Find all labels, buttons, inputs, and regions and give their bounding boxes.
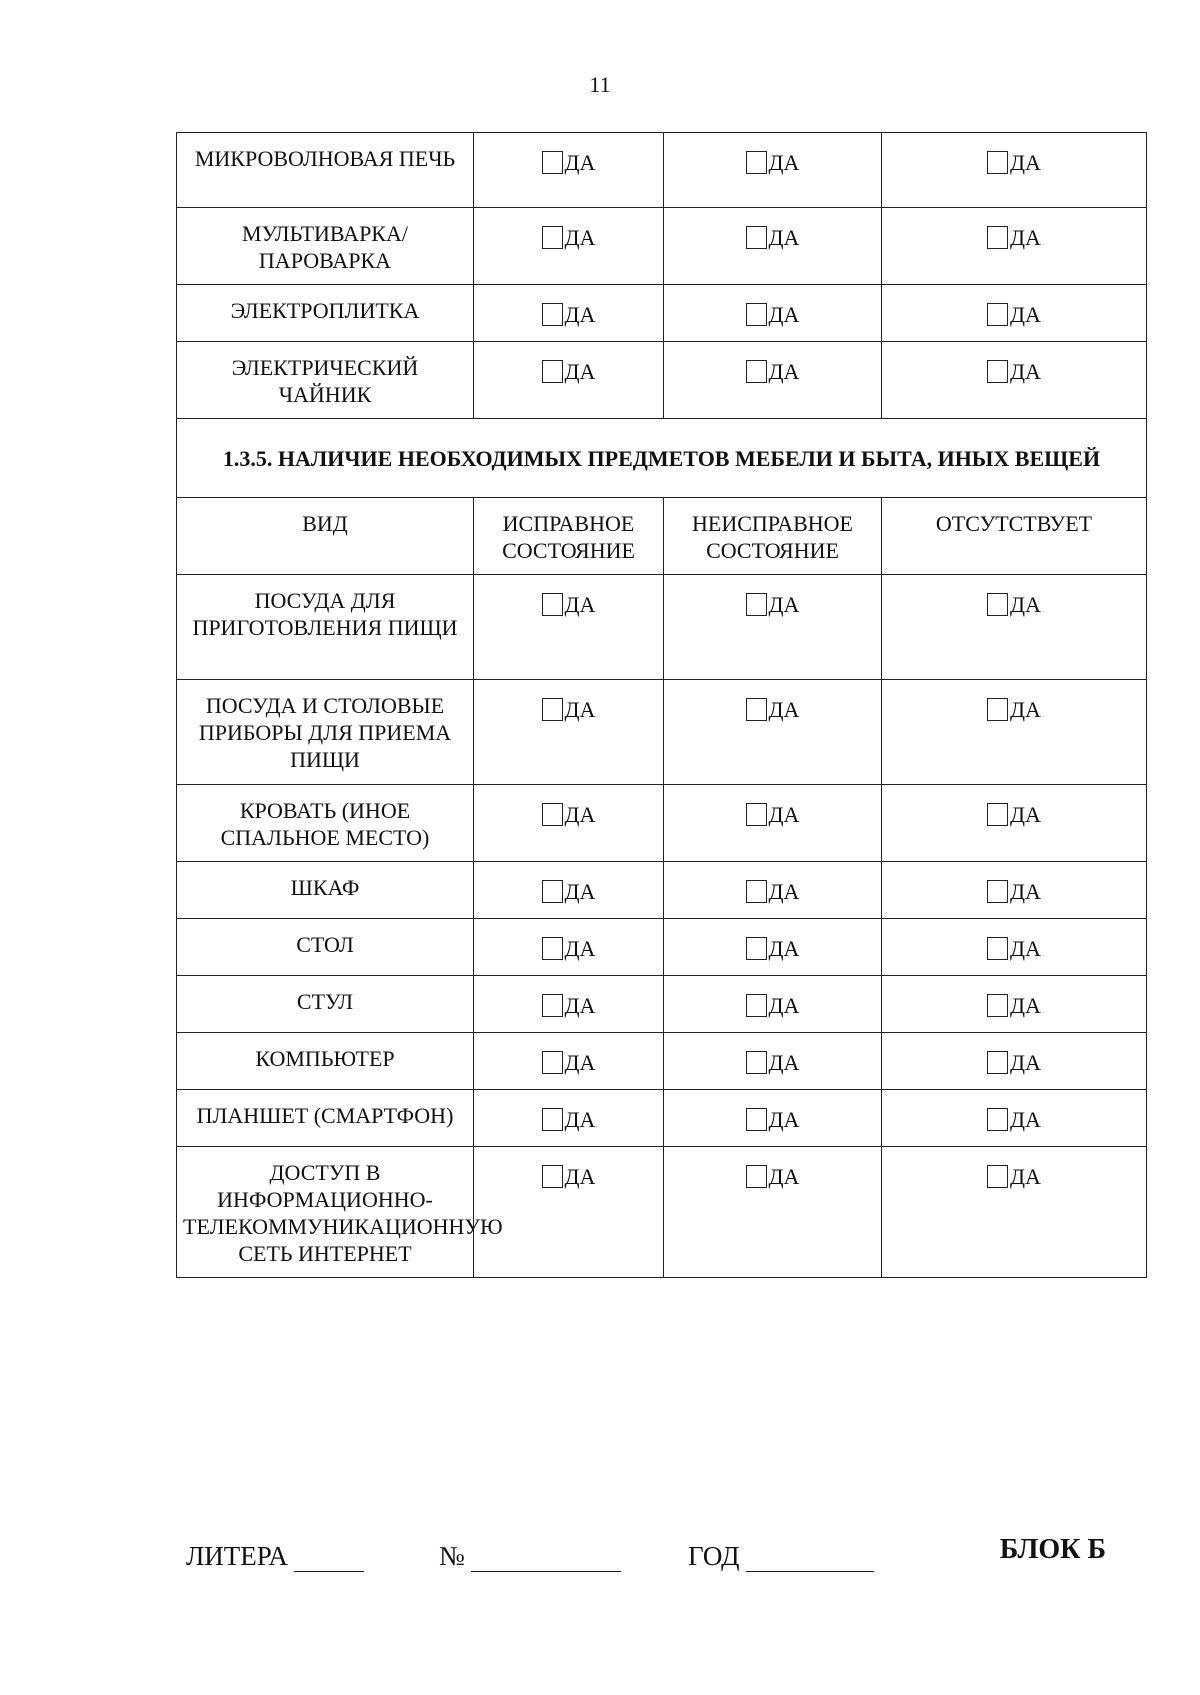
option-label: ДА <box>1010 592 1041 617</box>
checkbox[interactable] <box>987 360 1008 383</box>
checkbox[interactable] <box>542 593 563 616</box>
option-working[interactable] <box>542 801 596 828</box>
item-name: ШКАФ <box>177 862 474 919</box>
document-footer <box>186 1532 1106 1572</box>
litera-label: ЛИТЕРА <box>186 1541 288 1571</box>
checkbox[interactable] <box>542 880 563 903</box>
table-row <box>177 976 1147 1033</box>
checkbox[interactable] <box>987 1165 1008 1188</box>
option-working[interactable] <box>542 301 596 328</box>
column-header-absent: ОТСУТСТВУЕТ <box>882 498 1147 575</box>
item-name: МИКРОВОЛНОВАЯ ПЕЧЬ <box>177 133 474 208</box>
option-label: ДА <box>1010 225 1041 250</box>
checkbox[interactable] <box>542 1051 563 1074</box>
option-label: ДА <box>768 802 800 827</box>
option-label: ДА <box>564 1107 596 1132</box>
option-broken[interactable] <box>746 224 800 251</box>
option-absent[interactable] <box>987 1106 1041 1133</box>
checkbox[interactable] <box>987 994 1008 1017</box>
option-label: ДА <box>768 697 800 722</box>
checkbox[interactable] <box>746 360 767 383</box>
item-name: КОМПЬЮТЕР <box>177 1033 474 1090</box>
table-row <box>177 1033 1147 1090</box>
checkbox[interactable] <box>542 994 563 1017</box>
option-label: ДА <box>1010 150 1041 175</box>
option-broken[interactable] <box>746 935 800 962</box>
section-title: 1.3.5. НАЛИЧИЕ НЕОБХОДИМЫХ ПРЕДМЕТОВ МЕБЕЛИ И БЫТА, ИНЫХ ВЕЩЕЙ <box>177 419 1147 498</box>
table-row <box>177 133 1147 208</box>
option-label: ДА <box>768 150 800 175</box>
option-label: ДА <box>768 359 800 384</box>
condition-form-table <box>176 132 1147 1278</box>
checkbox[interactable] <box>987 593 1008 616</box>
year-field <box>688 1541 874 1572</box>
item-name: ПОСУДА ДЛЯ ПРИГОТОВЛЕНИЯ ПИЩИ <box>177 575 474 680</box>
option-absent[interactable] <box>987 358 1041 385</box>
checkbox[interactable] <box>542 803 563 826</box>
option-label: ДА <box>768 993 800 1018</box>
table-row <box>177 285 1147 342</box>
checkbox[interactable] <box>542 151 563 174</box>
option-absent[interactable] <box>987 878 1041 905</box>
option-working[interactable] <box>542 1049 596 1076</box>
option-label: ДА <box>1010 802 1041 827</box>
option-label: ДА <box>564 802 596 827</box>
year-label: ГОД <box>688 1541 740 1571</box>
option-label: ДА <box>1010 1107 1041 1132</box>
option-label: ДА <box>768 936 800 961</box>
option-absent[interactable] <box>987 1049 1041 1076</box>
option-label: ДА <box>564 302 596 327</box>
checkbox[interactable] <box>746 698 767 721</box>
column-header-broken: НЕИСПРАВНОЕ СОСТОЯНИЕ <box>664 498 882 575</box>
table-row <box>177 680 1147 785</box>
option-label: ДА <box>768 1050 800 1075</box>
item-name: ЭЛЕКТРИЧЕСКИЙ ЧАЙНИК <box>177 342 474 419</box>
page-number: 11 <box>589 72 611 97</box>
checkbox[interactable] <box>746 994 767 1017</box>
option-label: ДА <box>768 592 800 617</box>
column-header-row <box>177 498 1147 575</box>
checkbox[interactable] <box>987 151 1008 174</box>
litera-field <box>186 1541 364 1572</box>
table-row <box>177 785 1147 862</box>
option-label: ДА <box>768 879 800 904</box>
number-blank[interactable] <box>471 1547 621 1572</box>
checkbox[interactable] <box>987 1108 1008 1131</box>
option-label: ДА <box>564 592 596 617</box>
option-broken[interactable] <box>746 149 800 176</box>
option-label: ДА <box>768 302 800 327</box>
option-label: ДА <box>564 150 596 175</box>
item-name: ЭЛЕКТРОПЛИТКА <box>177 285 474 342</box>
checkbox[interactable] <box>987 1051 1008 1074</box>
option-working[interactable] <box>542 992 596 1019</box>
option-label: ДА <box>1010 993 1041 1018</box>
option-label: ДА <box>564 1050 596 1075</box>
option-working[interactable] <box>542 935 596 962</box>
table-row <box>177 1090 1147 1147</box>
option-label: ДА <box>564 993 596 1018</box>
option-label: ДА <box>1010 359 1041 384</box>
table-row <box>177 342 1147 419</box>
checkbox[interactable] <box>746 303 767 326</box>
item-name: МУЛЬТИВАРКА/ПАРОВАРКА <box>177 208 474 285</box>
option-absent[interactable] <box>987 696 1041 723</box>
checkbox[interactable] <box>987 303 1008 326</box>
option-broken[interactable] <box>746 1106 800 1133</box>
block-label: БЛОК Б <box>999 1534 1106 1565</box>
option-label: ДА <box>564 359 596 384</box>
option-label: ДА <box>768 1164 800 1189</box>
option-broken[interactable] <box>746 1049 800 1076</box>
checkbox[interactable] <box>542 360 563 383</box>
column-header-working: ИСПРАВНОЕ СОСТОЯНИЕ <box>474 498 664 575</box>
checkbox[interactable] <box>746 880 767 903</box>
option-label: ДА <box>564 225 596 250</box>
option-label: ДА <box>1010 1164 1041 1189</box>
checkbox[interactable] <box>746 593 767 616</box>
option-broken[interactable] <box>746 696 800 723</box>
option-absent[interactable] <box>987 992 1041 1019</box>
checkbox[interactable] <box>542 698 563 721</box>
option-working[interactable] <box>542 878 596 905</box>
checkbox[interactable] <box>987 803 1008 826</box>
table-row <box>177 862 1147 919</box>
option-working[interactable] <box>542 591 596 618</box>
checkbox[interactable] <box>987 937 1008 960</box>
checkbox[interactable] <box>746 937 767 960</box>
option-working[interactable] <box>542 149 596 176</box>
option-broken[interactable] <box>746 992 800 1019</box>
option-absent[interactable] <box>987 1163 1041 1190</box>
checkbox[interactable] <box>746 1108 767 1131</box>
checkbox[interactable] <box>746 803 767 826</box>
option-broken[interactable] <box>746 801 800 828</box>
option-broken[interactable] <box>746 358 800 385</box>
checkbox[interactable] <box>987 226 1008 249</box>
option-broken[interactable] <box>746 1163 800 1190</box>
table-row <box>177 575 1147 680</box>
litera-blank[interactable] <box>294 1547 364 1572</box>
checkbox[interactable] <box>746 1165 767 1188</box>
item-name: КРОВАТЬ (ИНОЕ СПАЛЬНОЕ МЕСТО) <box>177 785 474 862</box>
table-row <box>177 1147 1147 1278</box>
option-working[interactable] <box>542 224 596 251</box>
checkbox[interactable] <box>746 1051 767 1074</box>
option-working[interactable] <box>542 1106 596 1133</box>
option-label: ДА <box>1010 879 1041 904</box>
number-field <box>439 1541 621 1572</box>
option-broken[interactable] <box>746 301 800 328</box>
checkbox[interactable] <box>746 151 767 174</box>
option-label: ДА <box>1010 302 1041 327</box>
option-label: ДА <box>564 697 596 722</box>
table-row <box>177 919 1147 976</box>
option-broken[interactable] <box>746 878 800 905</box>
item-name: ПОСУДА И СТОЛОВЫЕ ПРИБОРЫ ДЛЯ ПРИЕМА ПИЩИ <box>177 680 474 785</box>
option-absent[interactable] <box>987 935 1041 962</box>
option-label: ДА <box>564 1164 596 1189</box>
item-name: СТОЛ <box>177 919 474 976</box>
checkbox[interactable] <box>987 880 1008 903</box>
option-label: ДА <box>1010 1050 1041 1075</box>
item-name: ДОСТУП В ИНФОРМАЦИОННО-ТЕЛЕКОММУНИКАЦИОННУЮ СЕТЬ ИНТЕРНЕТ <box>177 1147 474 1278</box>
checkbox[interactable] <box>542 303 563 326</box>
option-absent[interactable] <box>987 224 1041 251</box>
column-header-kind: ВИД <box>177 498 474 575</box>
number-label: № <box>439 1541 465 1571</box>
option-label: ДА <box>564 879 596 904</box>
option-absent[interactable] <box>987 149 1041 176</box>
option-absent[interactable] <box>987 801 1041 828</box>
option-working[interactable] <box>542 1163 596 1190</box>
option-broken[interactable] <box>746 591 800 618</box>
item-name: СТУЛ <box>177 976 474 1033</box>
checkbox[interactable] <box>542 1108 563 1131</box>
option-absent[interactable] <box>987 591 1041 618</box>
item-name: ПЛАНШЕТ (СМАРТФОН) <box>177 1090 474 1147</box>
year-blank[interactable] <box>746 1547 874 1572</box>
option-label: ДА <box>564 936 596 961</box>
option-label: ДА <box>768 1107 800 1132</box>
checkbox[interactable] <box>542 937 563 960</box>
option-absent[interactable] <box>987 301 1041 328</box>
checkbox[interactable] <box>542 226 563 249</box>
section-row <box>177 419 1147 498</box>
option-label: ДА <box>1010 697 1041 722</box>
checkbox[interactable] <box>746 226 767 249</box>
option-label: ДА <box>1010 936 1041 961</box>
option-working[interactable] <box>542 358 596 385</box>
checkbox[interactable] <box>987 698 1008 721</box>
table-row <box>177 208 1147 285</box>
checkbox[interactable] <box>542 1165 563 1188</box>
option-label: ДА <box>768 225 800 250</box>
option-working[interactable] <box>542 696 596 723</box>
